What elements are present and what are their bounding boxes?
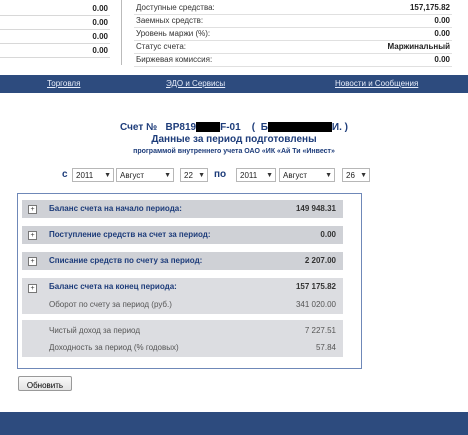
to-label: по <box>214 169 227 180</box>
left-summary-row <box>0 30 110 44</box>
left-value: 0.00 <box>92 46 108 55</box>
from-day-select[interactable] <box>180 168 208 182</box>
owner-open: ( <box>251 122 256 133</box>
chevron-down-icon: ▼ <box>266 172 273 179</box>
summary-row-commission <box>134 54 452 67</box>
account-number-end: F-01 <box>220 122 241 133</box>
left-summary-row <box>0 44 110 58</box>
income-value: 7 227.51 <box>304 326 336 335</box>
turnover-label: Оборот по счету за период (руб.) <box>49 300 172 309</box>
yield-value: 57.84 <box>315 343 336 352</box>
summary-value: Маржинальный <box>387 42 450 51</box>
nav-link-news-messages[interactable]: Новости и Сообщения <box>335 79 419 88</box>
summary-label: Заемных средств: <box>136 16 204 25</box>
balance-value: 149 948.31 <box>295 204 336 213</box>
summary-row-margin <box>134 28 452 41</box>
summary-row-available <box>134 2 452 15</box>
chevron-down-icon: ▼ <box>198 172 205 179</box>
summary-value: 0.00 <box>434 16 450 25</box>
balance-value: 2 207.00 <box>304 256 336 265</box>
left-value: 0.00 <box>92 32 108 41</box>
balance-label: Списание средств по счету за период: <box>49 256 203 265</box>
right-summary <box>134 2 452 67</box>
owner-end: И. ) <box>331 122 348 133</box>
balance-label: Баланс счета на конец периода: <box>49 282 177 291</box>
left-summary <box>0 2 110 58</box>
balance-label: Баланс счета на начало периода: <box>49 204 182 213</box>
report-subheading: программой внутреннего учета ОАО «ИК «Ай Ти «Инвест» <box>133 148 335 155</box>
closing-block <box>22 278 343 314</box>
report-heading: Данные за период подготовлены <box>151 134 317 145</box>
to-month-value: Август <box>283 171 308 180</box>
income-label: Чистый доход за период <box>49 326 140 335</box>
left-value: 0.00 <box>92 4 108 13</box>
summary-value: 0.00 <box>434 55 450 64</box>
to-month-select[interactable] <box>279 168 335 182</box>
income-block <box>22 320 343 357</box>
column-divider <box>121 0 122 65</box>
balance-value: 0.00 <box>320 230 336 239</box>
chevron-down-icon: ▼ <box>104 172 111 179</box>
left-summary-row <box>0 2 110 16</box>
summary-row-status <box>134 41 452 54</box>
to-day-select[interactable] <box>342 168 370 182</box>
redacted-block <box>268 122 332 132</box>
to-day-value: 26 <box>346 171 355 180</box>
summary-label: Уровень маржи (%): <box>136 29 211 38</box>
from-month-value: Август <box>120 171 145 180</box>
summary-value: 0.00 <box>434 29 450 38</box>
from-year-select[interactable] <box>72 168 114 182</box>
refresh-button[interactable]: Обновить <box>18 376 72 391</box>
expand-icon[interactable]: + <box>28 284 37 293</box>
left-summary-row <box>0 16 110 30</box>
balance-row-outgoing[interactable] <box>22 252 343 270</box>
to-year-select[interactable] <box>236 168 276 182</box>
footer-bar <box>0 412 468 435</box>
period-selector <box>0 166 468 186</box>
redacted-block <box>196 122 220 132</box>
balance-row-incoming[interactable] <box>22 226 343 244</box>
chevron-down-icon: ▼ <box>164 172 171 179</box>
expand-icon[interactable]: + <box>28 231 37 240</box>
turnover-value: 341 020.00 <box>295 300 336 309</box>
summary-label: Биржевая комиссия: <box>136 55 213 64</box>
account-number-start: BP819 <box>165 122 197 133</box>
owner-letter: Б <box>260 122 268 133</box>
from-day-value: 22 <box>184 171 193 180</box>
left-value: 0.00 <box>92 18 108 27</box>
account-summary <box>0 0 468 65</box>
balance-value: 157 175.82 <box>295 282 336 291</box>
summary-label: Статус счета: <box>136 42 187 51</box>
summary-label: Доступные средства: <box>136 3 215 12</box>
account-prefix: Счет № <box>120 122 158 133</box>
main-nav <box>0 75 468 93</box>
summary-row-borrowed <box>134 15 452 28</box>
from-year-value: 2011 <box>76 171 94 180</box>
chevron-down-icon: ▼ <box>360 172 367 179</box>
expand-icon[interactable]: + <box>28 257 37 266</box>
account-title <box>0 122 468 133</box>
from-month-select[interactable] <box>116 168 174 182</box>
yield-label: Доходность за период (% годовых) <box>49 343 179 352</box>
balance-row-opening[interactable] <box>22 200 343 218</box>
nav-link-edo-services[interactable]: ЭДО и Сервисы <box>166 79 226 88</box>
summary-value: 157,175.82 <box>409 3 450 12</box>
balance-label: Поступление средств на счет за период: <box>49 230 211 239</box>
expand-icon[interactable]: + <box>28 205 37 214</box>
to-year-value: 2011 <box>240 171 258 180</box>
nav-link-trading[interactable]: Торговля <box>47 79 81 88</box>
balance-panel <box>17 193 362 369</box>
chevron-down-icon: ▼ <box>325 172 332 179</box>
from-label: с <box>62 169 68 180</box>
